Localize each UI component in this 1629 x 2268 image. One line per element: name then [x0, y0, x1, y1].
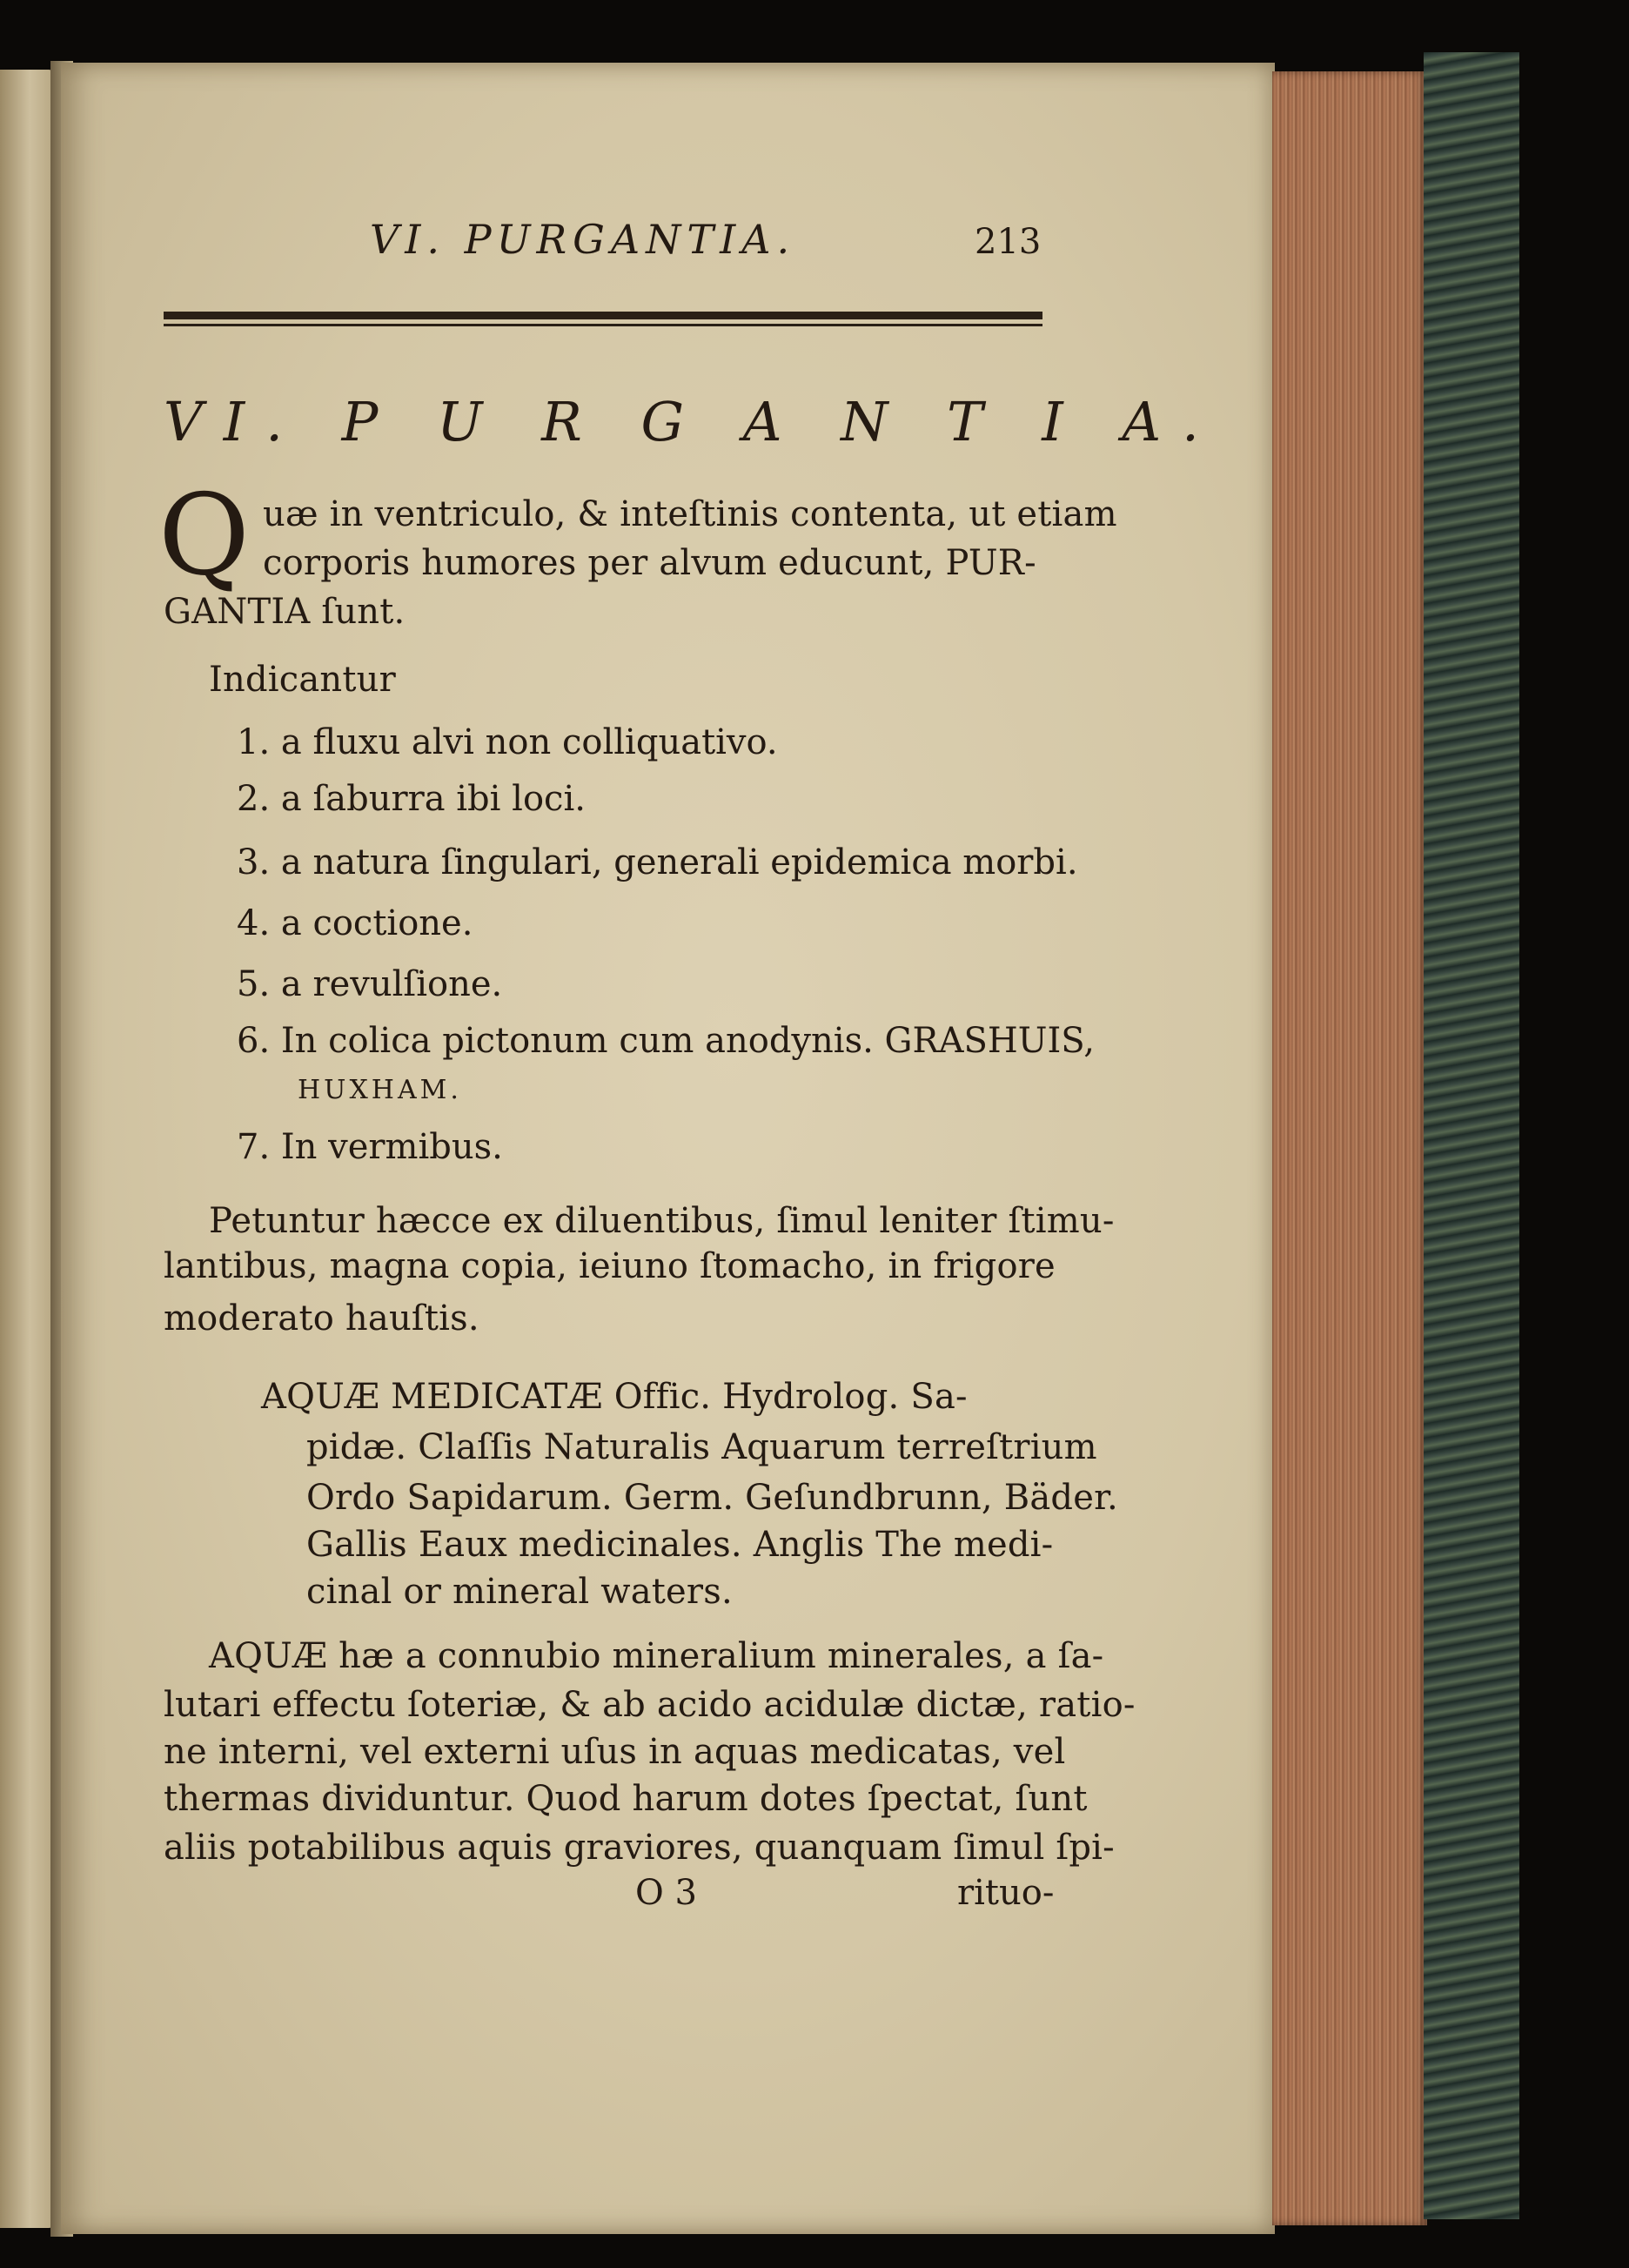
list-item: 1. a fluxu alvi non colliquativo. [237, 722, 778, 762]
section-heading: VI. P U R G A N T I A. [164, 390, 1220, 453]
petuntur-line-3: moderato hauſtis. [164, 1298, 479, 1339]
indicantur-heading: Indicantur [209, 660, 396, 700]
paragraph-2-line-2: lutari effectu ſoteriæ, & ab acido acidulæ dictæ, ratio- [164, 1685, 1136, 1725]
aquae-entry-line-5: cinal or mineral waters. [306, 1572, 733, 1612]
paragraph-2-line-4: thermas dividuntur. Quod harum dotes ſpectat, ſunt [164, 1779, 1088, 1819]
header-rule-thick [164, 312, 1042, 319]
intro-line-3: GANTIA ſunt. [164, 592, 406, 632]
drop-cap: Q [158, 471, 250, 601]
page-number: 213 [975, 222, 1042, 262]
header-rule-thin [164, 324, 1042, 326]
aquae-entry-line-3: Ordo Sapidarum. Germ. Geſundbrunn, Bäder. [306, 1478, 1118, 1518]
list-item: 4. a coctione. [237, 903, 473, 943]
intro-line-2: corporis humores per alvum educunt, PUR- [263, 543, 1036, 583]
list-item: 3. a natura ſingulari, generali epidemica morbi. [237, 842, 1078, 882]
paragraph-2-line-5: aliis potabilibus aquis graviores, quanquam ſimul ſpi- [164, 1828, 1115, 1868]
list-item: 2. a ſaburra ibi loci. [237, 779, 586, 819]
list-item: 7. In vermibus. [237, 1127, 503, 1167]
catchword: rituo- [957, 1873, 1055, 1913]
list-item: 5. a revulſione. [237, 964, 503, 1004]
aquae-entry-line-2: pidæ. Claſſis Naturalis Aquarum terreſtrium [306, 1427, 1097, 1467]
petuntur-line-2: lantibus, magna copia, ieiuno ſtomacho, in frigore [164, 1246, 1056, 1286]
petuntur-line-1: Petuntur hæcce ex diluentibus, ſimul leniter ſtimu- [209, 1201, 1115, 1241]
paragraph-2-line-3: ne interni, vel externi uſus in aquas medicatas, vel [164, 1732, 1066, 1772]
list-item: 6. In colica pictonum cum anodynis. GRASHUIS, [237, 1021, 1095, 1061]
signature-mark: O 3 [635, 1873, 697, 1913]
aquae-entry-line-1: AQUÆ MEDICATÆ Offic. Hydrolog. Sa- [261, 1377, 968, 1417]
running-title: VI. PURGANTIA. [370, 216, 796, 263]
intro-line-1: uæ in ventriculo, & inteſtinis contenta, ut etiam [263, 494, 1117, 534]
paragraph-2-line-1: AQUÆ hæ a connubio mineralium minerales, a ſa- [209, 1636, 1104, 1676]
list-item-continuation: HUXHAM. [298, 1075, 462, 1105]
aquae-entry-line-4: Gallis Eaux medicinales. Anglis The medi- [306, 1525, 1054, 1565]
